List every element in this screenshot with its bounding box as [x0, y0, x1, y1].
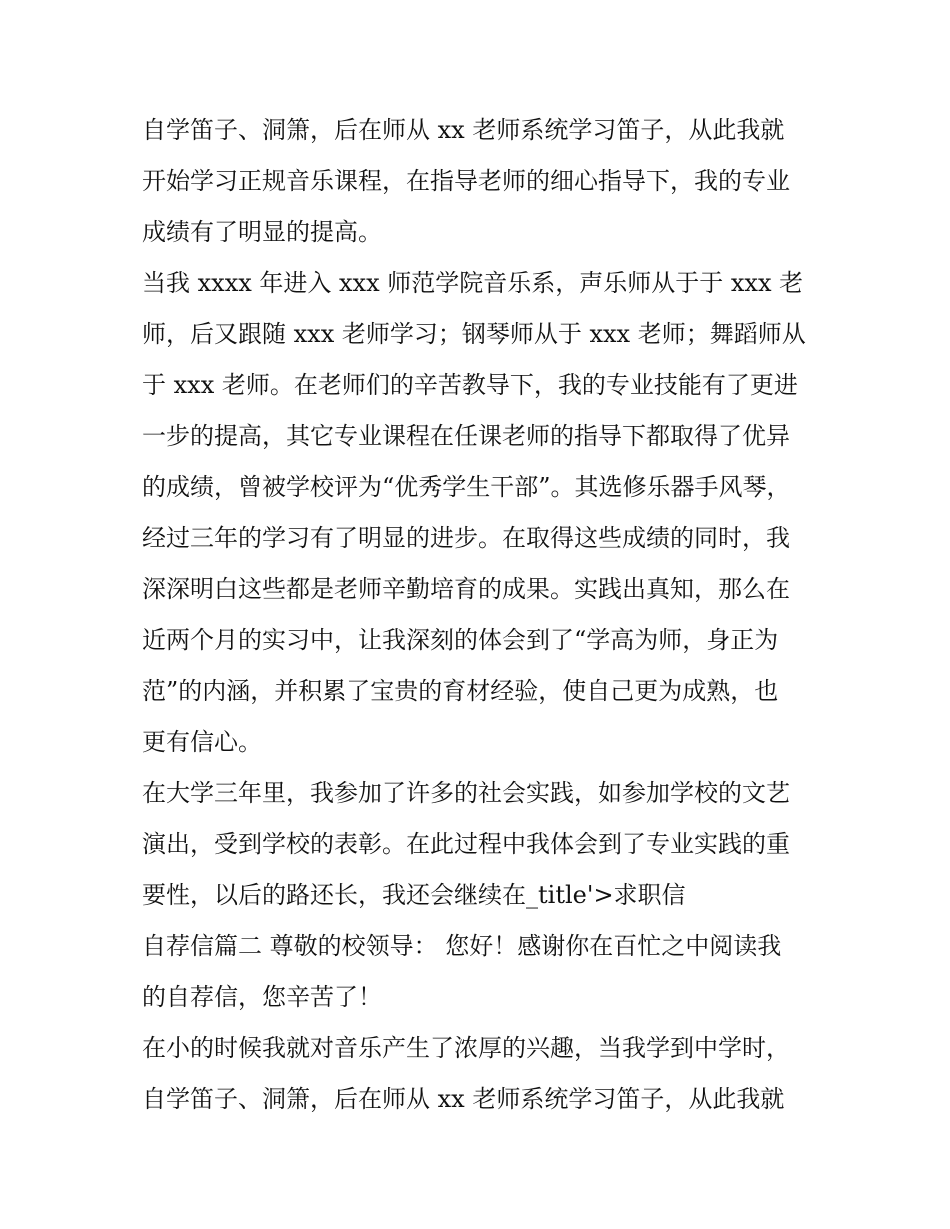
text-line: 当我 xxxx 年进入 xxx 师范学院音乐系，声乐师从于于 xxx 老 [142, 269, 804, 297]
text-line: 开始学习正规音乐课程，在指导老师的细心指导下，我的专业 [142, 167, 790, 195]
paragraph-4 [142, 926, 822, 1028]
text-line: 自学笛子、洞箫，后在师从 xx 老师系统学习笛子，从此我就 [142, 1085, 785, 1113]
text-line: 范”的内涵，并积累了宝贵的育材经验，使自己更为成熟，也 [142, 677, 779, 705]
text-line: 演出，受到学校的表彰。在此过程中我体会到了专业实践的重 [142, 830, 790, 858]
text-line: 一步的提高，其它专业课程在任课老师的指导下都取得了优异 [142, 422, 790, 450]
document-body [142, 110, 822, 1130]
paragraph-3 [142, 773, 822, 926]
text-line: 在大学三年里，我参加了许多的社会实践，如参加学校的文艺 [142, 779, 790, 807]
text-line: 自荐信篇二 尊敬的校领导： 您好！感谢你在百忙之中阅读我 [142, 932, 782, 960]
text-line: 的成绩，曾被学校评为“优秀学生干部”。其选修乐器手风琴， [142, 473, 791, 501]
text-line: 更有信心。 [142, 728, 262, 756]
paragraph-1 [142, 110, 822, 263]
text-line: 深深明白这些都是老师辛勤培育的成果。实践出真知，那么在 [142, 575, 790, 603]
paragraph-5 [142, 1028, 822, 1130]
text-line: 的自荐信，您辛苦了！ [142, 983, 382, 1011]
text-line: 师，后又跟随 xxx 老师学习；钢琴师从于 xxx 老师；舞蹈师从 [142, 320, 806, 348]
text-line: 自学笛子、洞箫，后在师从 xx 老师系统学习笛子，从此我就 [142, 116, 785, 144]
text-line: 成绩有了明显的提高。 [142, 218, 382, 246]
text-line: 经过三年的学习有了明显的进步。在取得这些成绩的同时，我 [142, 524, 790, 552]
paragraph-2 [142, 263, 822, 773]
text-line: 于 xxx 老师。在老师们的辛苦教导下，我的专业技能有了更进 [142, 371, 798, 399]
text-line: 要性，以后的路还长，我还会继续在_title'>求职信 [142, 881, 686, 909]
text-line: 近两个月的实习中，让我深刻的体会到了“学高为师，身正为 [142, 626, 779, 654]
text-line: 在小的时候我就对音乐产生了浓厚的兴趣，当我学到中学时， [142, 1034, 790, 1062]
